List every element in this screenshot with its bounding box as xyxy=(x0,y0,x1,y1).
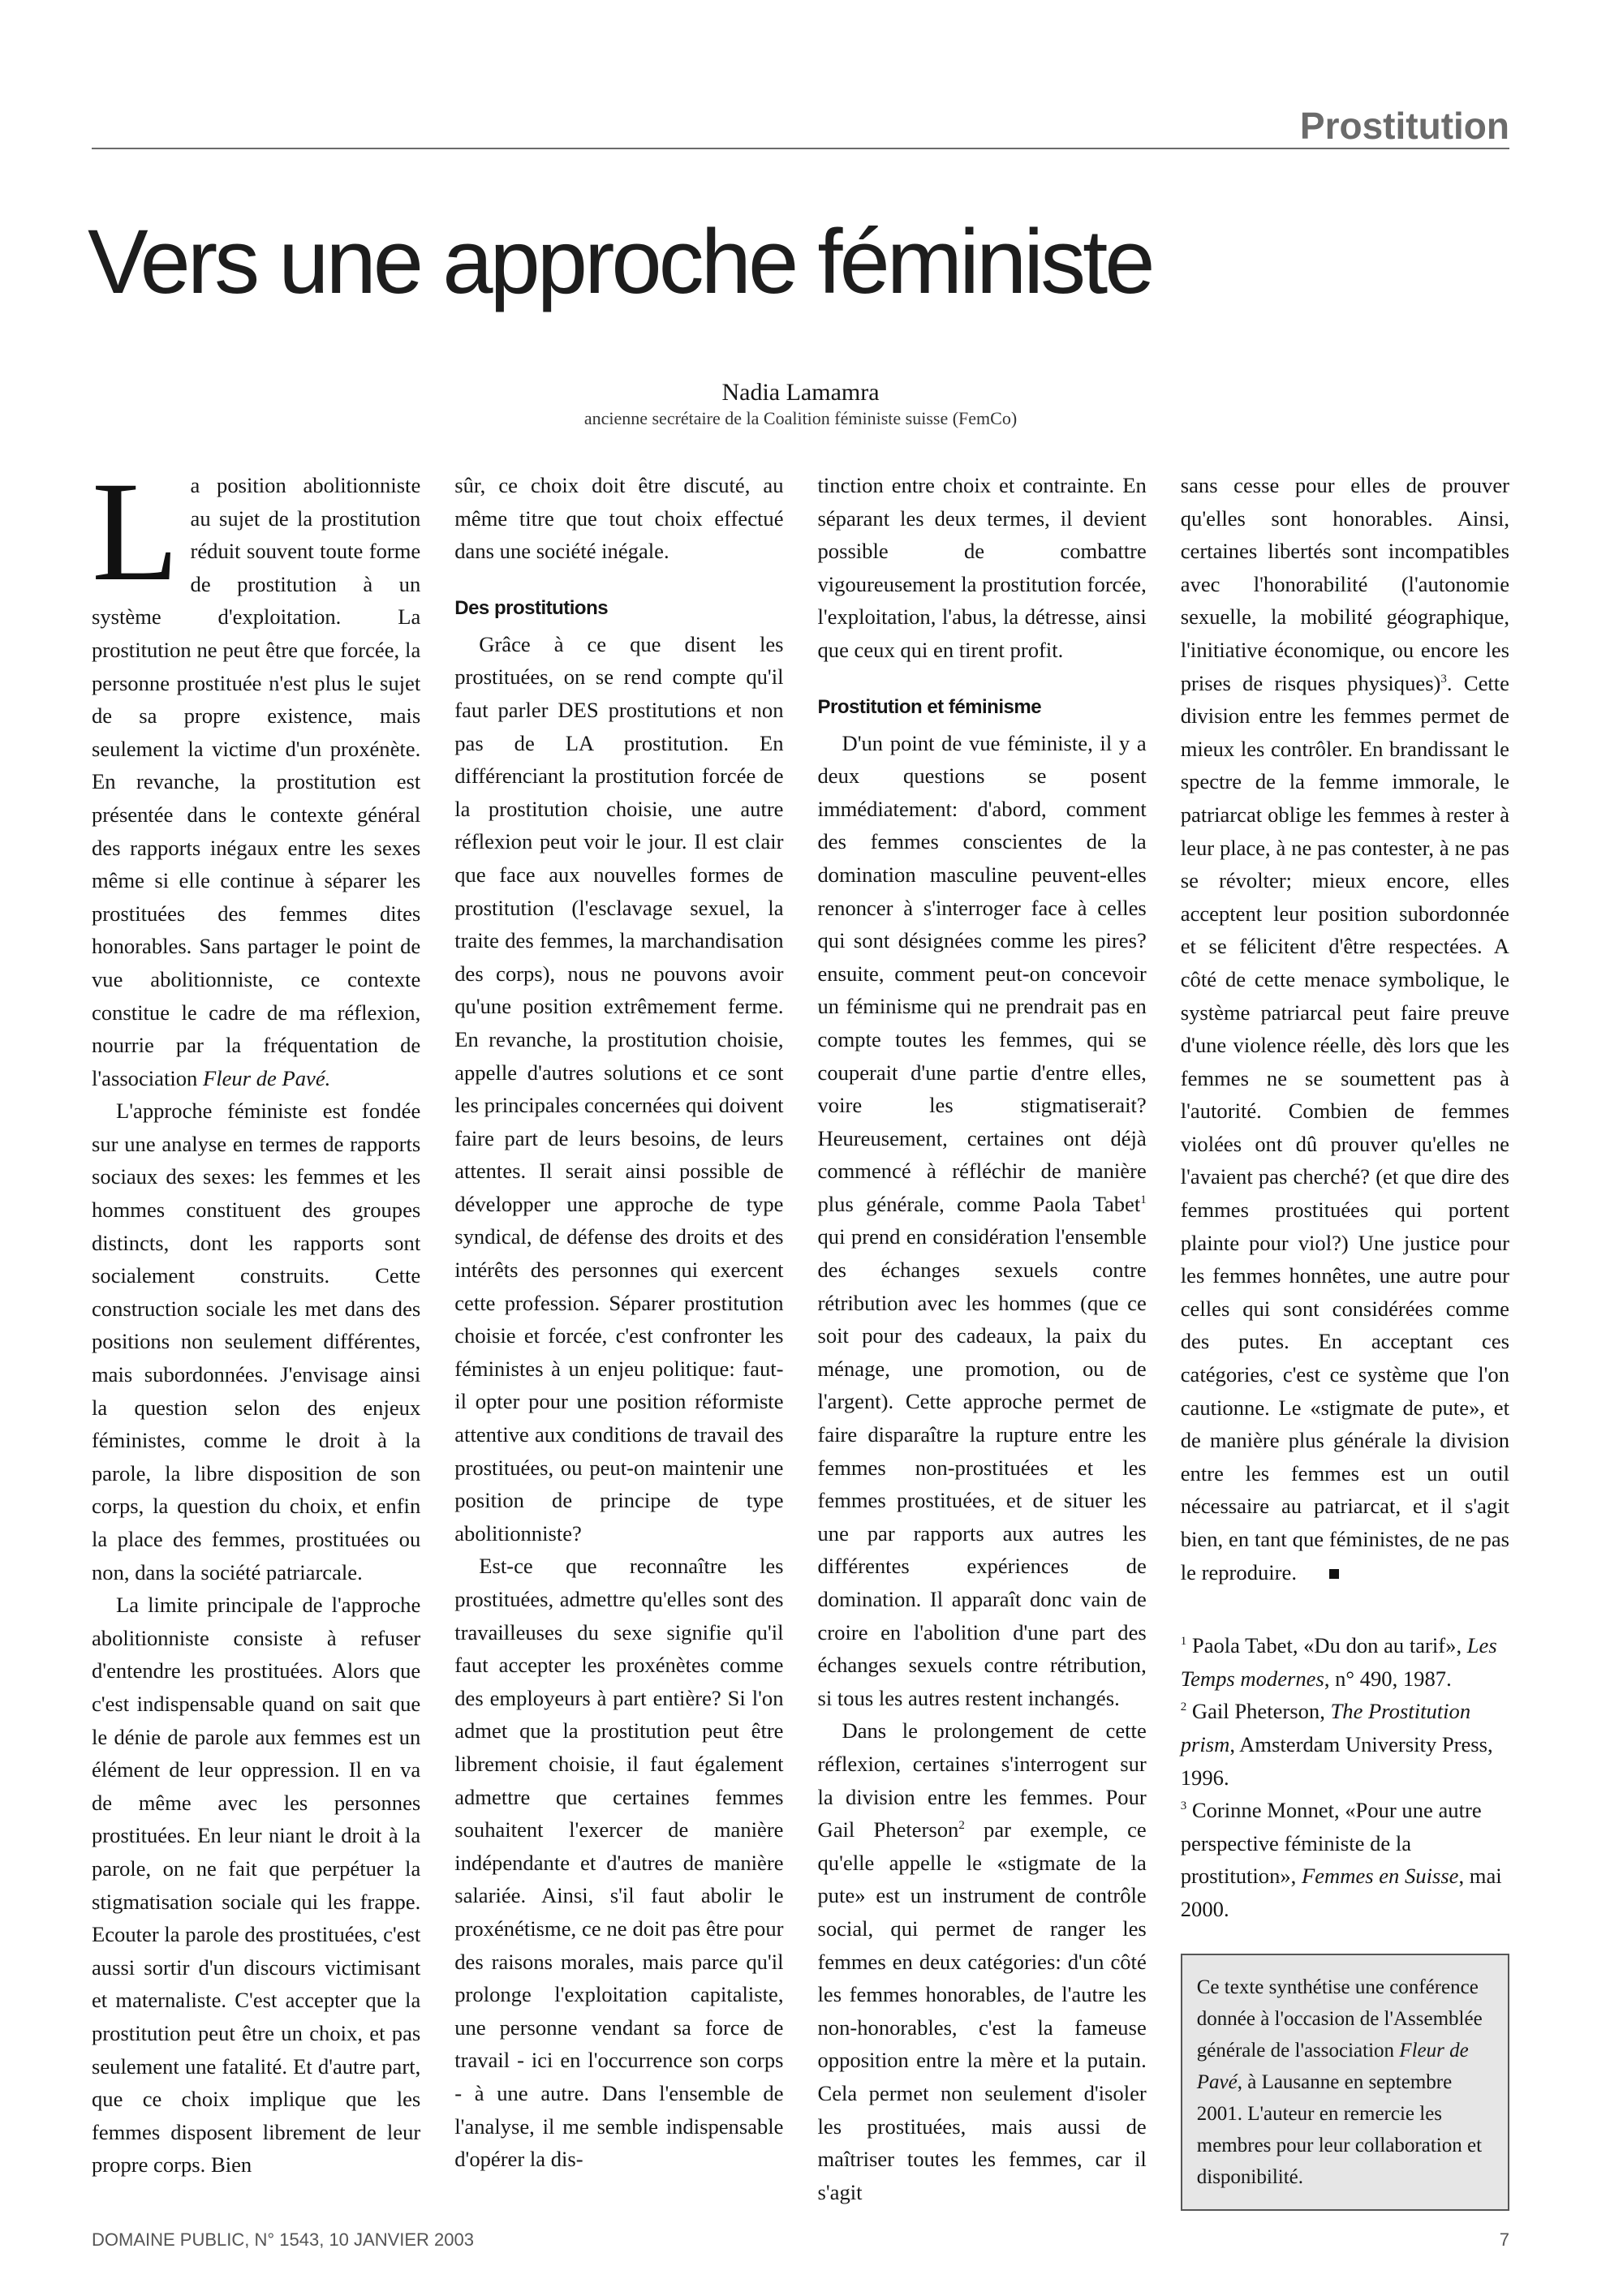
footnote-2 xyxy=(1181,1695,1509,1794)
paragraph-text: . Cette division entre les femmes permet de mieux les contrôler. En brandissant le spectre de la femme immorale, le patriarcat oblige les femmes à rester à leur place, à ne pas contester, à ne pas se révolter; mieux encore, elles acceptent leur position subordonnée et se félicitent d'être respectées. A côté de cette menace symbolique, le système patriarcal peut faire preuve d'une violence réelle, dès lors que les femmes ne se soumettent pas à l'autorité. Combien de femmes violées ont dû prouver qu'elles ne l'avaient pas cherché? (et que dire des femmes prostituées qui portent plainte pour viol?) Une justice pour les femmes honnêtes, une autre pour celles qui sont considérées comme des putes. En acceptant ces catégories, c'est ce système que l'on cautionne. Le «stigmate de pute», et de manière plus générale la division entre les femmes est un outil nécessaire au patriarcat, et il s'agit bien, en tant que féministes, de ne pas le reproduire. xyxy=(1180,670,1509,1584)
footnote-number: 3 xyxy=(1180,1799,1187,1813)
footnote-1 xyxy=(1181,1629,1509,1695)
paragraph: La limite principale de l'approche abolitionniste consiste à refuser d'entendre les prostituées. Alors que c'est indispensable quand on sait que le dénie de parole aux femmes est un élément de leur oppression. Il en va de même avec les personnes prostituées. En leur niant le droit à la parole, on ne fait que perpétuer la stigmatisation sociale qui les frappe. Ecouter la parole des prostituées, c'est aussi sortir d'un discours victimisant et maternaliste. C'est accepter que la prostitution peut être un choix, et pas seulement une fatalité. Et d'autre part, que ce choix implique que les femmes disposent librement de leur propre corps. Bien xyxy=(92,1593,421,2178)
info-box xyxy=(1181,1954,1509,2211)
paragraph: tinction entre choix et contrainte. En séparant les deux termes, il devient possible de combattre vigoureusement la prostitution forcée, l'exploitation, l'abus, la détresse, ainsi que ceux qui en tirent profit. xyxy=(817,473,1147,662)
article-body xyxy=(92,453,1509,2204)
article-title: Vers une approche féministe xyxy=(88,211,1152,312)
info-box-text: Ce texte synthétise une conférence donnée à l'occasion de l'Assemblée générale de l'association xyxy=(1196,1976,1483,2062)
paragraph-text: qui prend en considération l'ensemble des échanges sexuels contre rétribution avec les hommes (que ce soit pour des cadeaux, la paix du ménage, une promotion, ou de l'argent). Cette approche permet de faire disparaître la rupture entre les femmes non-prostituées et les femmes prostituées, et de situer les une par rapports aux autres les différentes expériences de domination. Il apparaît donc vain de croire en l'abolition d'une part des échanges sexuels contre rétribution, si tous les autres restent inchangés. xyxy=(817,1224,1147,1710)
paragraph-text: Dans le prolongement de cette réflexion, certaines s'interrogent sur la division entre les femmes. Pour Gail Pheterson xyxy=(817,1718,1147,1842)
paragraph xyxy=(1181,469,1509,1589)
footnote-ref: 3 xyxy=(1440,672,1447,686)
paragraph: L'approche féministe est fondée sur une analyse en termes de rapports sociaux des sexes: les femmes et les hommes constituent des groupes distincts, dont les rapports sont socialement construits. Cette construction sociale les met dans des positions non seulement différentes, mais subordonnées. J'envisage ainsi la question selon des enjeux féministes, comme le droit à la parole, la libre disposition de son corps, la question du choix, et enfin la place des femmes, prostituées ou non, dans la société patriarcale. xyxy=(92,1099,421,1584)
association-name: Fleur de Pavé. xyxy=(203,1065,331,1090)
byline xyxy=(92,378,1509,430)
paragraph xyxy=(92,453,421,1094)
author-role: ancienne secrétaire de la Coalition féministe suisse (FemCo) xyxy=(583,408,1018,428)
column-3 xyxy=(817,469,1147,2204)
end-of-article-mark xyxy=(1329,1569,1339,1579)
column-2 xyxy=(454,469,784,2172)
footnote-number: 1 xyxy=(1180,1635,1187,1649)
footnote-text: , n° 490, 1987. xyxy=(1324,1666,1452,1691)
publication-info: DOMAINE PUBLIC, N° 1543, 10 JANVIER 2003 xyxy=(92,2229,474,2250)
paragraph: Grâce à ce que disent les prostituées, on se rend compte qu'il faut parler DES prostitutions et non pas de LA prostitution. En différenciant la prostitution forcée de la prostitution choisie, une autre réflexion peut voir le jour. Il est clair que face aux nouvelles formes de prostitution (l'esclavage sexuel, la traite des femmes, la marchandisation des corps), nous ne pouvons avoir qu'une position extrêmement ferme. En revanche, la prostitution choisie, appelle d'autres solutions et ce sont les principales concernées qui doivent faire part de leurs besoins, de leurs attentes. Il serait ainsi possible de développer une approche de type syndical, de défense des droits et des intérêts des personnes qui exercent cette profession. Séparer prostitution choisie et forcée, c'est confronter les féministes à un enjeu politique: faut-il opter pour une position réformiste attentive aux conditions de travail des prostituées, ou peut-on maintenir une position de principe de type abolitionniste? xyxy=(454,631,784,1546)
footnote-title: Les Temps modernes xyxy=(1180,1633,1497,1691)
footnote-text: Gail Pheterson, xyxy=(1186,1699,1331,1724)
section-heading: Prostitution et féminisme xyxy=(817,695,1042,718)
paragraph-text: par exemple, ce qu'elle appelle le «stigmate de la pute» est un instrument de contrôle social, qui permet de ranger les femmes en deux catégories: d'un côté les femmes honorables, de l'autre les non-honorables, c'est la fameuse opposition entre la mère et la putain. Cela permet non seulement d'isoler les prostituées, mais aussi de maîtriser toutes les femmes, car il s'agit xyxy=(817,1817,1147,2204)
footnote-title: Femmes en Suisse xyxy=(1301,1864,1459,1889)
page-footer xyxy=(92,2229,1509,2251)
paragraph: sûr, ce choix doit être discuté, au même titre que tout choix effectué dans une société inégale. xyxy=(454,473,784,564)
author-name: Nadia Lamamra xyxy=(721,379,880,406)
column-1 xyxy=(92,453,421,2178)
footnote-title: The Prostitution prism xyxy=(1180,1699,1471,1756)
column-4 xyxy=(1180,469,1509,2188)
footnote-text: , mai 2000. xyxy=(1180,1864,1502,1921)
paragraph-text: a position abolitionniste au sujet de la prostitution réduit souvent toute forme de prostitution à un système d'exploitation. La prostitution ne peut être que forcée, la personne prostituée n'est plus le sujet de sa propre existence, mais seulement la victime d'un proxénète. En revanche, la prostitution est présentée dans le contexte général des rapports inégaux entre les sexes même si elle continue à séparer les prostituées des femmes dites honorables. Sans partager le point de vue abolitionniste, ce contexte constitue le cadre de ma réflexion, nourrie par la fréquentation de l'association xyxy=(92,473,421,1090)
footnote-number: 2 xyxy=(1180,1701,1187,1714)
section-heading: Des prostitutions xyxy=(454,596,609,619)
footnote-text: Paola Tabet, «Du don au tarif», xyxy=(1186,1633,1467,1658)
footnote-ref: 2 xyxy=(958,1819,965,1833)
drop-cap: L xyxy=(92,453,179,611)
paragraph: Est-ce que reconnaître les prostituées, admettre qu'elles sont des travailleuses du sexe signifie qu'il faut accepter les proxénètes comme des employeurs à part entière? Si l'on admet que la prostitution peut être librement choisie, il faut également admettre que certaines femmes souhaitent l'exercer de manière indépendante et d'autres de manière salariée. Ainsi, s'il faut abolir le proxénétisme, ce ne doit pas être pour des raisons morales, mais parce qu'il prolonge l'exploitation capitaliste, une personne vendant sa force de travail - ici en l'occurrence son corps - à une autre. Dans l'ensemble de l'analyse, il me semble indispensable d'opérer la dis- xyxy=(454,1554,784,2172)
footnote-text: Corinne Monnet, «Pour une autre perspective féministe de la prostitution», xyxy=(1180,1798,1482,1889)
association-name: Fleur de Pavé xyxy=(1196,2039,1469,2093)
paragraph-text: D'un point de vue féministe, il y a deux questions se posent immédiatement: d'abord, comment des femmes conscientes de la domination masculine peuvent-elles renoncer à s'interroger face à celles qui sont désignées comme les pires? ensuite, comment peut-on concevoir un féminisme qui ne prendrait pas en compte toutes les femmes, qui se couperait d'une partie d'entre elles, voire les stigmatiserait? Heureusement, certaines ont déjà commencé à réfléchir de manière plus générale, comme Paola Tabet xyxy=(817,730,1147,1216)
info-box-text: , à Lausanne en septembre 2001. L'auteur en remercie les membres pour leur collaboration et disponibilité. xyxy=(1196,2070,1483,2188)
footnotes xyxy=(1181,1629,1509,1925)
paragraph-text: sans cesse pour elles de prouver qu'elles sont honorables. Ainsi, certaines libertés sont incompatibles avec l'honorabilité (l'autonomie sexuelle, la mobilité géographique, l'initiative économique, ou encore les prises de risques physiques) xyxy=(1180,473,1509,695)
footnote-3 xyxy=(1181,1794,1509,1925)
footnote-ref: 1 xyxy=(1140,1193,1147,1207)
paragraph xyxy=(818,727,1147,1715)
paragraph xyxy=(818,1714,1147,2208)
page-number: 7 xyxy=(1499,2229,1509,2250)
footnote-text: , Amsterdam University Press, 1996. xyxy=(1180,1731,1493,1790)
section-rubric: Prostitution xyxy=(92,104,1509,149)
